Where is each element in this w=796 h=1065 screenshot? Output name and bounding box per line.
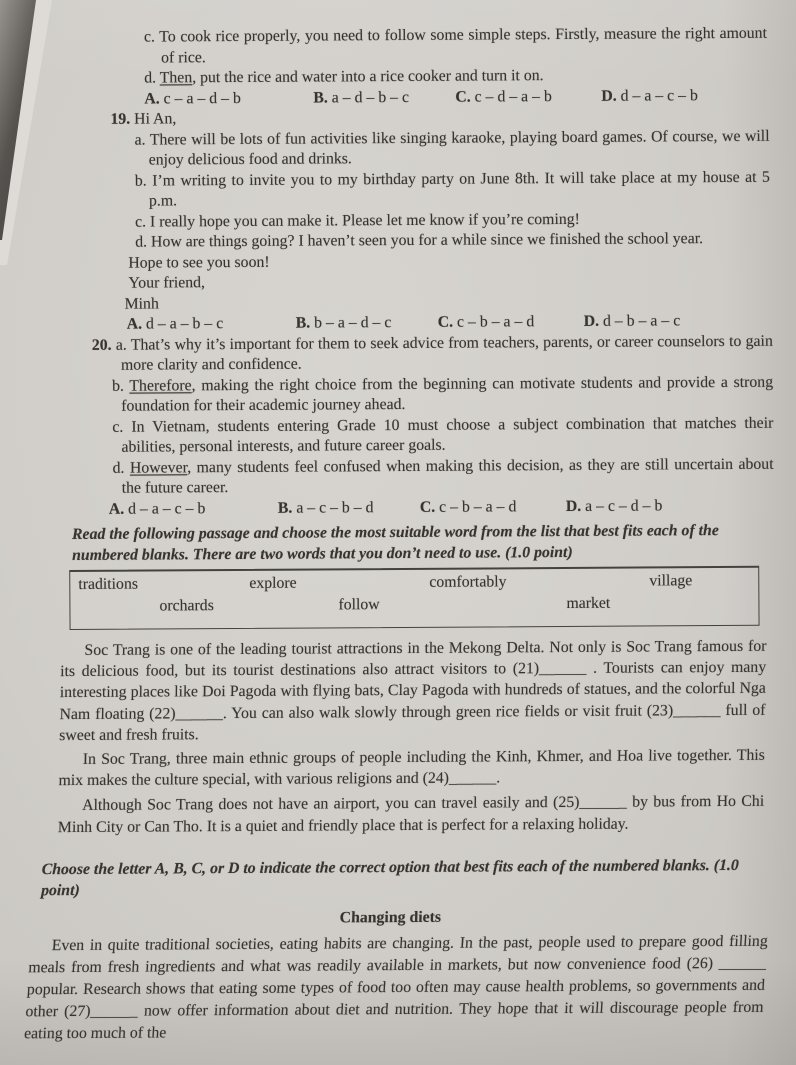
option-value: d – a – c – b bbox=[620, 86, 698, 105]
answer-option-a bbox=[144, 88, 313, 110]
answer-option-a bbox=[127, 314, 296, 336]
answer-option-c bbox=[438, 312, 584, 333]
passage-paragraph: Soc Trang is one of the leading tourist attractions in the Mekong Delta. Not only is Soc Trang famous for its delicious food, but its tourist destinations also attract visitors to (21)______ . Tourists can enjoy many interesting places like Doi Pagoda with flying bats, Clay Pagoda with hundreds of statues, and the colorful Nga Nam floating (22)______. You can also walk slowly through green rice fields or visit fruit (23)______ full of sweet and fresh fruits. bbox=[59, 637, 767, 744]
option-letter: D. bbox=[583, 312, 600, 330]
word-box-word: follow bbox=[338, 596, 380, 614]
item-text: There will be lots of fun activities like singing karaoke, playing board games. Of course, we will enjoy delicious food and drinks. bbox=[148, 127, 770, 169]
option-value: a – c – d – b bbox=[585, 496, 663, 515]
item-text: In Vietnam, students entering Grade 10 must choose a subject combination that matches their abilities, personal interests, and future career goals. bbox=[121, 414, 774, 456]
item-label: c. bbox=[135, 213, 147, 231]
option-letter: A. bbox=[144, 89, 160, 108]
letter-closing-line: Hope to see you soon! bbox=[128, 253, 270, 272]
question-number: 19. bbox=[110, 110, 131, 128]
answer-option-d bbox=[566, 496, 663, 517]
question-item bbox=[135, 167, 770, 212]
option-letter: D. bbox=[601, 87, 617, 105]
letter-signature: Minh bbox=[124, 294, 159, 313]
option-letter: C. bbox=[437, 313, 454, 331]
option-letter: B. bbox=[313, 88, 328, 107]
word-box-word: market bbox=[566, 594, 611, 612]
item-text: , many students feel confused when making this decision, as they are still uncertain about the future career. bbox=[121, 455, 774, 497]
letter-closing-line: Your friend, bbox=[128, 274, 206, 292]
word-box bbox=[69, 566, 759, 630]
option-value: d – a – b – c bbox=[145, 315, 224, 333]
passage-paragraph: Although Soc Trang does not have an airport, you can travel easily and (25)______ by bus from Ho Chi Minh City or Can Tho. It is a quiet and friendly place that is perfect for a relaxing holiday. bbox=[57, 793, 765, 836]
answer-option-b bbox=[296, 313, 438, 334]
option-value: c – b – a – d bbox=[456, 313, 535, 331]
option-value: c – d – a – b bbox=[474, 87, 552, 106]
option-letter: B. bbox=[295, 314, 311, 332]
option-letter: A. bbox=[108, 500, 125, 518]
question-item bbox=[112, 413, 773, 458]
answer-option-b bbox=[313, 87, 455, 108]
item-text: I’m writing to invite you to my birthday party on June 8th. It will take place at my house at 5 p.m. bbox=[148, 168, 770, 210]
item-label: c. bbox=[143, 28, 155, 46]
underlined-word: Therefore bbox=[129, 376, 192, 395]
reading-title: Changing diets bbox=[339, 908, 442, 927]
answer-option-a bbox=[109, 498, 278, 520]
item-label: b. bbox=[112, 377, 124, 395]
item-label: a. bbox=[115, 336, 127, 354]
item-text: I really hope you can make it. Please let me know if you’re coming! bbox=[149, 210, 580, 231]
question-number: 20. bbox=[91, 336, 112, 354]
word-box-word: village bbox=[649, 572, 693, 590]
option-letter: D. bbox=[565, 497, 582, 515]
answer-option-d bbox=[601, 86, 698, 107]
answer-option-c bbox=[420, 496, 566, 517]
option-letter: C. bbox=[455, 88, 471, 106]
answer-options-row bbox=[144, 85, 793, 109]
option-value: d – a – c – b bbox=[128, 499, 206, 518]
option-value: a – c – b – d bbox=[296, 498, 374, 517]
item-text: , making the right choice from the beginning can motivate students and provide a strong foundation for their academic journey ahead. bbox=[121, 373, 774, 415]
item-label: b. bbox=[134, 172, 147, 190]
underlined-word: However bbox=[129, 458, 188, 477]
question-item bbox=[92, 331, 773, 376]
item-label: c. bbox=[112, 418, 124, 436]
passage-paragraph: In Soc Trang, three main ethnic groups of people including the Kinh, Khmer, and Hoa live together. This mix makes the culture special, with various religions and (24)______. bbox=[58, 746, 765, 790]
letter-greeting: Hi An, bbox=[134, 110, 177, 128]
cloze-instruction: Read the following passage and choose the most suitable word from the list that best fits each of the numbered blanks. There are two words that you don’t need to use. (1.0 point) bbox=[71, 522, 719, 564]
item-text: To cook rice properly, you need to follow some simple steps. Firstly, measure the right amount of rice. bbox=[159, 24, 767, 66]
word-box-word: orchards bbox=[159, 597, 214, 615]
option-value: a – d – b – c bbox=[331, 88, 410, 106]
answer-option-c bbox=[455, 86, 601, 107]
answer-option-d bbox=[584, 311, 681, 332]
item-label: d. bbox=[112, 459, 125, 477]
question-item bbox=[135, 126, 770, 171]
item-text: That’s why it’s important for them to seek advice from teachers, parents, or career counselors to gain more clarity and confidence. bbox=[120, 332, 773, 374]
question-item bbox=[144, 24, 767, 69]
underlined-word: Then bbox=[159, 69, 193, 87]
word-box-word: traditions bbox=[78, 575, 139, 593]
word-box-word: explore bbox=[249, 574, 297, 592]
option-value: d – b – a – c bbox=[602, 312, 681, 330]
word-box-word: comfortably bbox=[429, 573, 507, 591]
item-label: d. bbox=[135, 233, 148, 251]
question-item bbox=[135, 229, 770, 253]
cloze-passage bbox=[0, 636, 796, 839]
option-value: b – a – d – c bbox=[314, 314, 392, 332]
answer-option-b bbox=[278, 497, 420, 518]
question-item bbox=[113, 454, 774, 499]
answer-options-row bbox=[109, 495, 796, 520]
reading-paragraph: Even in quite traditional societies, eating habits are changing. In the past, people used to prepare good filling meals from fresh ingredients and what was readily available in markets, but now convenience food (26) ______ popular. Research shows that eating some types of food too often may cause health problems, so governments and other (27)______ now offer information about diet and nutrition. They hope that it will discourage people from eating too much of the bbox=[23, 933, 769, 1043]
option-letter: C. bbox=[419, 498, 436, 516]
exam-content bbox=[0, 24, 796, 1046]
item-text: How are things going? I haven’t seen you for a while since we finished the school year. bbox=[150, 230, 704, 251]
question-item bbox=[112, 372, 773, 417]
option-letter: A. bbox=[126, 315, 143, 333]
item-text: , put the rice and water into a rice cooker and turn it on. bbox=[192, 67, 544, 87]
mcq-instruction: Choose the letter A, B, C, or D to indicate the correct option that best fits each of the numbered blanks. (1.0 point) bbox=[40, 856, 740, 899]
item-label: d. bbox=[144, 69, 157, 87]
option-value: c – b – a – d bbox=[439, 497, 517, 516]
option-value: c – a – d – b bbox=[163, 89, 241, 107]
option-letter: B. bbox=[277, 499, 293, 517]
item-label: a. bbox=[134, 131, 146, 149]
